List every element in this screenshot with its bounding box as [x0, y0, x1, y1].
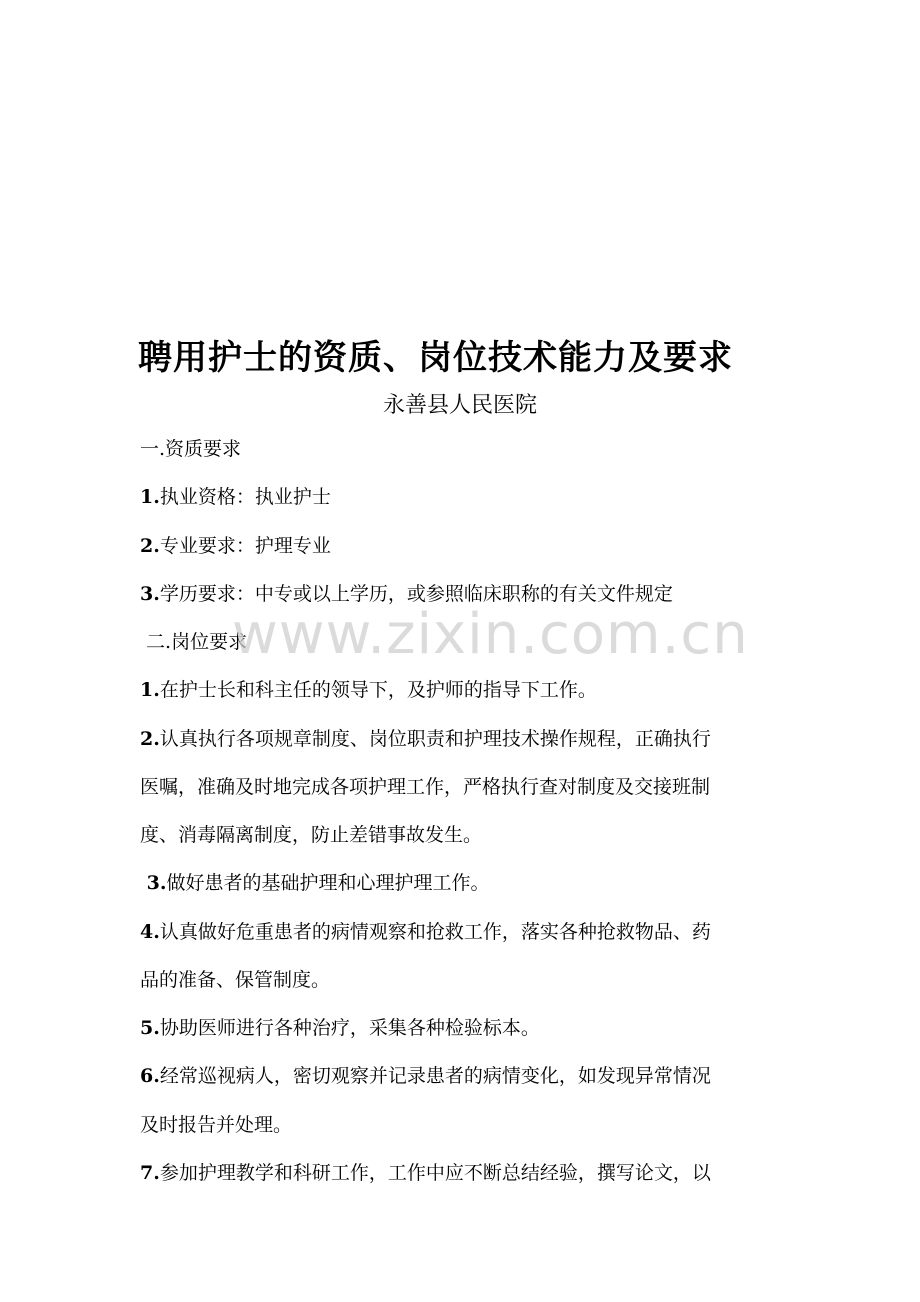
- body-line: 一.资质要求: [140, 438, 242, 460]
- body-line: 3.学历要求：中专或以上学历，或参照临床职称的有关文件规定: [140, 583, 673, 605]
- body-line: 6.经常巡视病人，密切观察并记录患者的病情变化，如发现异常情况: [140, 1065, 711, 1087]
- body-line: 1.执业资格：执业护士: [140, 486, 331, 508]
- body-line: 2.专业要求：护理专业: [140, 535, 331, 557]
- body-line: 4.认真做好危重患者的病情观察和抢救工作，落实各种抢救物品、药: [140, 921, 711, 943]
- body-line: 5.协助医师进行各种治疗，采集各种检验标本。: [140, 1017, 540, 1039]
- body-line: 品的准备、保管制度。: [140, 969, 331, 991]
- body-line: 及时报告并处理。: [140, 1114, 293, 1136]
- body-line: 3.做好患者的基础护理和心理护理工作。: [140, 872, 490, 894]
- body-line: 7.参加护理教学和科研工作，工作中应不断总结经验，撰写论文，以: [140, 1162, 711, 1184]
- body-line: 1.在护士长和科主任的领导下，及护师的指导下工作。: [140, 679, 597, 701]
- body-line: 二.岗位要求: [140, 631, 248, 653]
- body-line: 2.认真执行各项规章制度、岗位职责和护理技术操作规程，正确执行: [140, 728, 711, 750]
- watermark: www.zixin.com.cn: [232, 602, 749, 667]
- document-subtitle: 永善县人民医院: [382, 393, 537, 418]
- document-title: 聘用护士的资质、岗位技术能力及要求: [138, 338, 733, 378]
- body-line: 度、消毒隔离制度，防止差错事故发生。: [140, 824, 483, 846]
- body-line: 医嘱，准确及时地完成各项护理工作，严格执行查对制度及交接班制: [140, 776, 711, 798]
